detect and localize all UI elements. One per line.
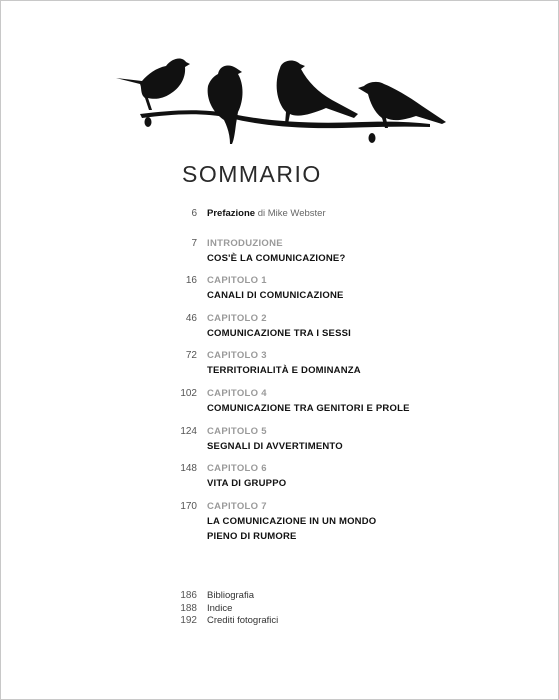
back-matter-label: Crediti fotografici: [207, 615, 279, 626]
toc-page-number: 170: [180, 501, 197, 512]
chapter-title: CANALI DI COMUNICAZIONE: [207, 290, 344, 301]
chapter-label: CAPITOLO 3: [207, 350, 267, 361]
toc-page-number: 148: [180, 463, 197, 474]
toc-chapter-text: [207, 462, 286, 491]
page-title: SOMMARIO: [182, 161, 322, 187]
toc-page-number: 16: [185, 275, 197, 286]
chapter-title: SEGNALI DI AVVERTIMENTO: [207, 441, 343, 452]
chapter-title: COS'È LA COMUNICAZIONE?: [207, 253, 346, 264]
chapter-title-line-2: PIENO DI RUMORE: [207, 531, 297, 542]
back-matter-list: [0, 589, 559, 627]
toc-chapter-text: [207, 237, 345, 266]
chapter-label: CAPITOLO 2: [207, 313, 267, 324]
toc-page-number: 186: [180, 590, 197, 601]
leaf-shape: [369, 133, 376, 143]
chapter-title: TERRITORIALITÀ E DOMINANZA: [207, 365, 361, 376]
back-matter-item[interactable]: [0, 589, 559, 602]
toc-page-number: 192: [180, 615, 197, 626]
toc-chapter-text: [207, 425, 343, 454]
chapter-title: COMUNICAZIONE TRA GENITORI E PROLE: [207, 403, 410, 414]
chapter-label: CAPITOLO 1: [207, 275, 267, 286]
toc-page-number: 124: [180, 426, 197, 437]
back-matter-item[interactable]: [0, 614, 559, 627]
toc-chapter-text: [207, 274, 344, 303]
chapter-title: VITA DI GRUPPO: [207, 478, 287, 489]
chapter-label: INTRODUZIONE: [207, 238, 283, 249]
chapter-label: CAPITOLO 6: [207, 463, 267, 474]
toc-chapter-text: [207, 349, 361, 378]
back-matter-item[interactable]: [0, 602, 559, 615]
chapter-title: COMUNICAZIONE TRA I SESSI: [207, 328, 351, 339]
preface-author: di Mike Webster: [257, 208, 326, 219]
back-matter-label: Bibliografia: [207, 590, 254, 601]
birds-on-branch-illustration: [112, 52, 452, 148]
preface-label: Prefazione: [207, 208, 256, 219]
bird-silhouette: [277, 61, 358, 124]
toc-page-number: 72: [185, 350, 197, 361]
toc-page-number: 188: [180, 602, 197, 614]
bird-silhouette: [208, 66, 243, 144]
toc-page-number: 102: [180, 388, 197, 399]
chapter-label: CAPITOLO 7: [207, 501, 267, 512]
chapter-label: CAPITOLO 5: [207, 426, 267, 437]
toc-chapter-text: [207, 387, 410, 416]
chapter-label: CAPITOLO 4: [207, 388, 267, 399]
chapter-title: LA COMUNICAZIONE IN UN MONDO: [207, 516, 377, 527]
toc-page-number: 46: [185, 313, 197, 324]
back-matter-label: Indice: [207, 602, 233, 614]
bird-silhouette: [358, 82, 446, 128]
leaf-shape: [145, 117, 152, 127]
toc-page-number: 6: [191, 208, 197, 219]
bird-silhouette: [116, 59, 190, 110]
toc-page-number: 7: [191, 238, 197, 249]
toc-chapter-text: [207, 500, 376, 544]
toc-chapter-text: [207, 312, 351, 341]
toc-preface-text: [207, 207, 326, 221]
